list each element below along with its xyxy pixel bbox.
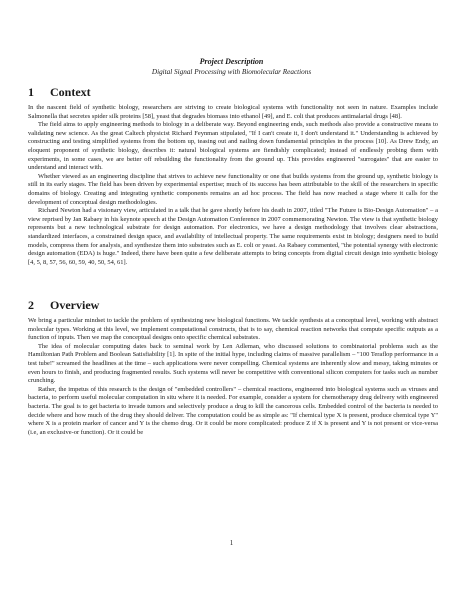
paragraph: In the nascent field of synthetic biology, researchers are striving to create biological systems with functionality not seen in nature. Examples include Salmonella that secretes spider silk proteins [58], yeast that degrades biomass into ethanol [49], and E. coli that produces antimalarial drugs [48]. — [28, 104, 438, 120]
section-title: Context — [50, 85, 91, 99]
paragraph: Whether viewed as an engineering discipline that strives to achieve new functionality or one that builds systems from the ground up, synthetic biology is still in its early stages. The field has been driven by experimental expertise; much of its success has been attributable to the skill of the researchers in specific domains of biology. Creating and integrating synthetic components remains an ad hoc process. The field has now reached a stage where it calls for the development of conceptual design methodologies. — [28, 172, 438, 206]
paragraph: The idea of molecular computing dates back to seminal work by Len Adleman, who discussed solutions to combinatorial problems such as the Hamiltonian Path Problem and Boolean Satisfiability [1]. In spite of the initial hype, including claims of massive parallelism – "100 Teraflop performance in a test tube!" screamed the headlines at the time – such applications were never compelling. Chemical systems are inherently slow and messy, taking minutes or even hours to finish, and producing fragmented results. Such systems will never be competitive with conventional silicon computers for tasks such as number crunching. — [28, 342, 438, 385]
section-heading-context — [28, 85, 91, 100]
section-number: 1 — [28, 85, 34, 99]
section-heading-overview — [28, 298, 99, 313]
document-subtitle: Digital Signal Processing with Biomolecular Reactions — [151, 68, 312, 76]
document-title: Project Description — [199, 57, 264, 66]
page-number: 1 — [229, 539, 234, 547]
section-number: 2 — [28, 298, 34, 312]
section-title: Overview — [50, 298, 100, 312]
paragraph: The field aims to apply engineering methods to biology in a deliberate way. Beyond engineering ends, such methods also provide a constructive means to validating new science. As the great Caltech physicist Richard Feynman stipulated, "If I can't create it, I don't understand it." Understanding is achieved by constructing and testing simplified systems from the bottom up, teasing out and nailing down fundamental principles in the process [10]. As Drew Endy, an eloquent proponent of synthetic biology, describes it: natural biological systems are fiendishly complicated; instead of endlessly probing them with experiments, in some cases, we are better off rebuilding the functionality from the ground up. This provides engineered "surrogates" that are easier to understand and interact with. — [28, 121, 438, 172]
paragraph: We bring a particular mindset to tackle the problem of synthesizing new biological functions. We tackle synthesis at a conceptual level, working with abstract molecular types. Working at this level, we implement computational constructs, that is to say, chemical reaction networks that compute specific outputs as a function of inputs. Then we map the conceptual designs onto specific chemical substrates. — [28, 317, 438, 342]
section-body-context — [28, 104, 438, 267]
section-body-overview — [28, 317, 438, 437]
paragraph: Richard Newton had a visionary view, articulated in a talk that he gave shortly before his death in 2007, titled "The Future is Bio-Design Automation" – a view reprised by Jan Rabaey in his keynote speech at the Design Automation Conference in 2007 commemorating Newton. The view is that synthetic biology represents but a new technological substrate for design automation. For electronics, we have a design methodology that involves clear abstractions, standardized interfaces, a constrained design space, and availability of intellectual property. The same requirements exist in biology; designers need to build models, compress them for analysis, and synthesize them into substrates such as E. coli or yeast. As Rabaey commented, "the potential synergy with electronic design automation (EDA) is huge." Indeed, there have been quite a few deliberate attempts to bring concepts from digital circuit design into synthetic biology [4, 5, 8, 57, 56, 60, 59, 40, 50, 54, 61]. — [28, 207, 438, 266]
paragraph: Rather, the impetus of this research is the design of "embedded controllers" – chemical reactions, engineered into biological systems such as viruses and bacteria, to perform useful molecular computation in situ where it is needed. For example, consider a system for chemotherapy drug delivery with engineered bacteria. The goal is to get bacteria to invade tumors and selectively produce a drug to kill the cancerous cells. Embedded control of the bacteria is needed to decide where and how much of the drug they should deliver. The computation could be as simple as: "If chemical type X is present, produce chemical type Y" where X is a protein marker of cancer and Y is the chemo drug. Or it could be more complicated: produce Z if X is present and Y is not present or vice-versa (i.e, an exclusive-or function). Or it could be — [28, 385, 438, 436]
